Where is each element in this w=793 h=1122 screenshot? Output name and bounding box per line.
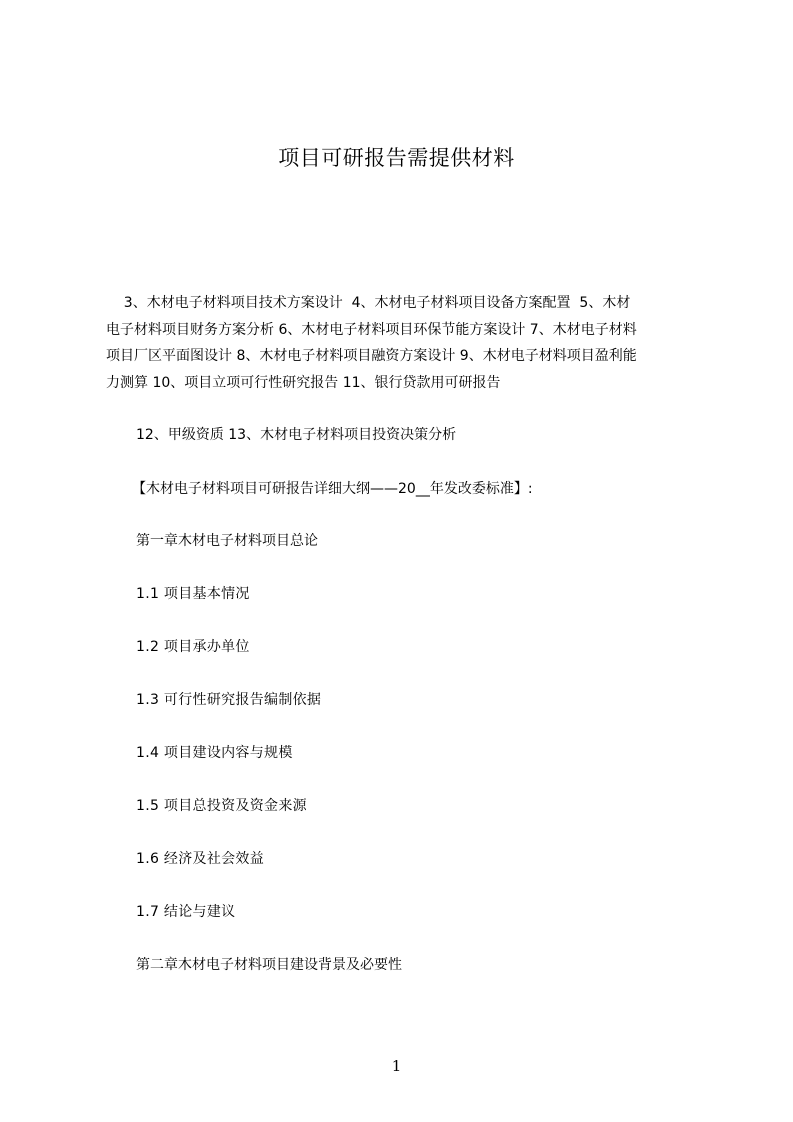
paragraph-items-12-13: 12、甲级资质 13、木材电子材料项目投资决策分析 bbox=[136, 427, 457, 443]
outline-heading: 【木材电子材料项目可研报告详细大纲——20__年发改委标准】: bbox=[132, 481, 533, 497]
section-1-3: 1.3 可行性研究报告编制依据 bbox=[136, 692, 322, 708]
intro-line: 力测算 10、项目立项可行性研究报告 11、银行贷款用可研报告 bbox=[106, 374, 501, 391]
chapter-1-heading: 第一章木材电子材料项目总论 bbox=[136, 533, 318, 549]
section-1-5: 1.5 项目总投资及资金来源 bbox=[136, 798, 307, 814]
section-1-4: 1.4 项目建设内容与规模 bbox=[136, 745, 293, 761]
page-number: 1 bbox=[391, 1057, 402, 1075]
section-1-1: 1.1 项目基本情况 bbox=[136, 586, 250, 602]
section-1-7: 1.7 结论与建议 bbox=[136, 904, 236, 920]
chapter-2-heading: 第二章木材电子材料项目建设背景及必要性 bbox=[136, 957, 402, 973]
section-1-2: 1.2 项目承办单位 bbox=[136, 639, 250, 655]
intro-line: 项目厂区平面图设计 8、木材电子材料项目融资方案设计 9、木材电子材料项目盈利能 bbox=[106, 348, 637, 364]
intro-paragraph bbox=[106, 290, 698, 396]
intro-line: 3、木材电子材料项目技术方案设计 4、木材电子材料项目设备方案配置 5、木材 bbox=[106, 295, 631, 311]
intro-line: 电子材料项目财务方案分析 6、木材电子材料项目环保节能方案设计 7、木材电子材料 bbox=[106, 321, 637, 338]
section-1-6: 1.6 经济及社会效益 bbox=[136, 851, 265, 867]
page-title: 项目可研报告需提供材料 bbox=[278, 146, 515, 170]
